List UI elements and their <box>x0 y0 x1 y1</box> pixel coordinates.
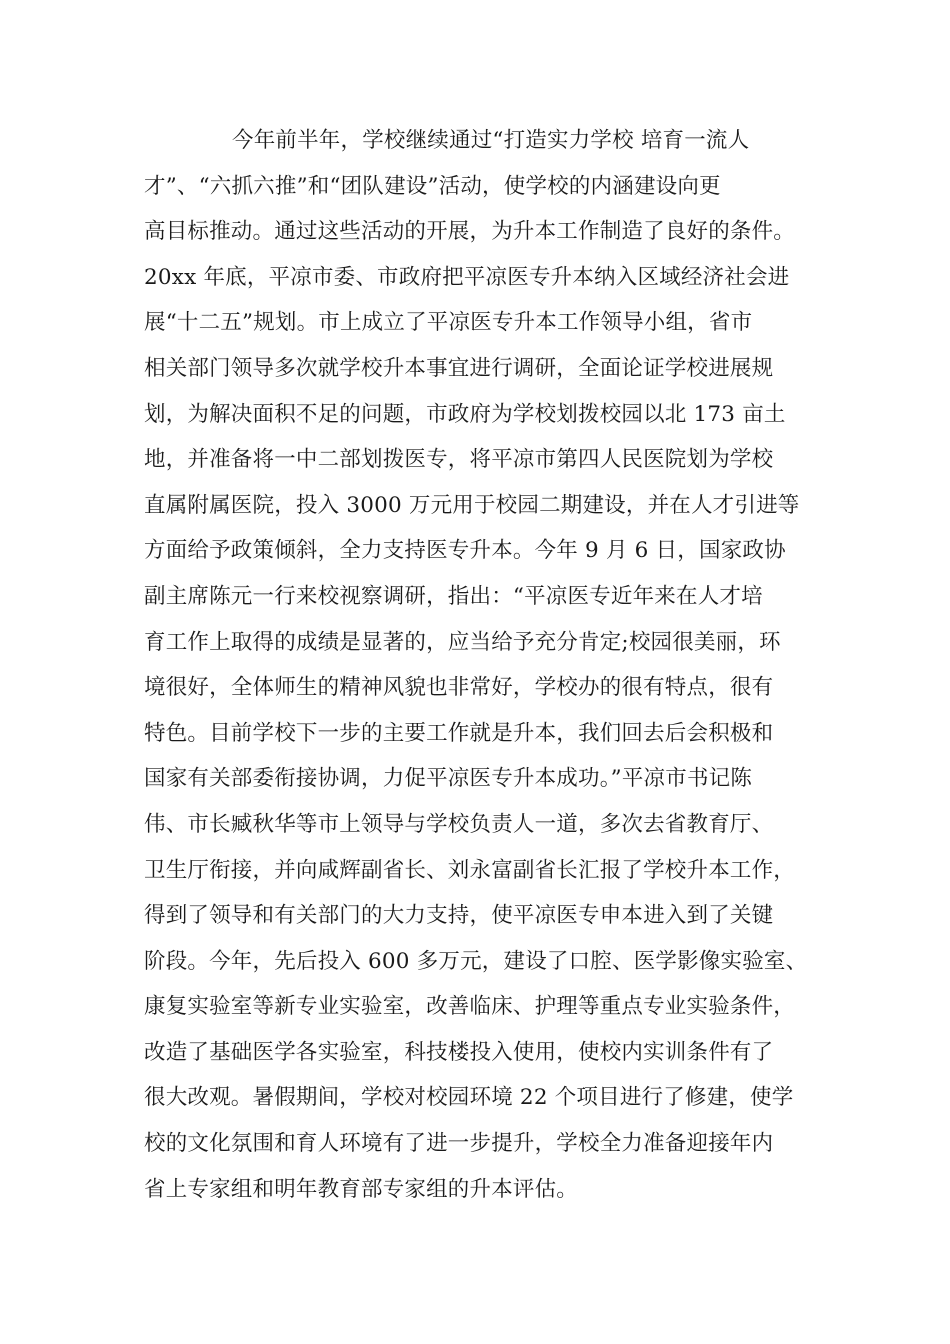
paragraph-line: 改造了基础医学各实验室，科技楼投入使用，使校内实训条件有了 <box>144 1039 774 1065</box>
paragraph-line: 得到了领导和有关部门的大力支持，使平凉医专申本进入到了关键 <box>144 903 774 929</box>
paragraph-line: 20xx 年底，平凉市委、市政府把平凉医专升本纳入区域经济社会进 <box>144 264 790 290</box>
paragraph-line: 伟、市长臧秋华等市上领导与学校负责人一道，多次去省教育厅、 <box>144 811 774 837</box>
paragraph-line: 方面给予政策倾斜，全力支持医专升本。今年 9 月 6 日，国家政协 <box>144 538 786 564</box>
paragraph-line: 直属附属医院，投入 3000 万元用于校园二期建设，并在人才引进等 <box>144 492 800 518</box>
paragraph-line: 阶段。今年，先后投入 600 多万元，建设了口腔、医学影像实验室、 <box>144 948 808 974</box>
paragraph-line: 康复实验室等新专业实验室，改善临床、护理等重点专业实验条件， <box>144 994 796 1020</box>
paragraph-line: 今年前半年，学校继续通过“打造实力学校 培育一流人 <box>232 128 750 153</box>
paragraph-line: 很大改观。暑假期间，学校对校园环境 22 个项目进行了修建，使学 <box>144 1085 794 1111</box>
paragraph-line: 国家有关部委衔接协调，力促平凉医专升本成功。”平凉市书记陈 <box>144 766 753 792</box>
paragraph-line: 卫生厅衔接，并向咸辉副省长、刘永富副省长汇报了学校升本工作， <box>144 857 796 883</box>
paragraph-line: 高目标推动。通过这些活动的开展，为升本工作制造了良好的条件。 <box>144 219 796 245</box>
paragraph-line: 境很好，全体师生的精神风貌也非常好，学校办的很有特点，很有 <box>144 675 774 701</box>
paragraph-line: 才”、“六抓六推”和“团队建设”活动，使学校的内涵建设向更 <box>144 173 721 199</box>
paragraph-line: 特色。目前学校下一步的主要工作就是升本，我们回去后会积极和 <box>144 720 774 746</box>
paragraph-line: 省上专家组和明年教育部专家组的升本评估。 <box>144 1176 579 1202</box>
paragraph-line: 地，并准备将一中二部划拨医专，将平凉市第四人民医院划为学校 <box>144 447 774 473</box>
paragraph-line: 育工作上取得的成绩是显著的，应当给予充分肯定;校园很美丽，环 <box>144 629 781 655</box>
paragraph-line: 相关部门领导多次就学校升本事宜进行调研，全面论证学校进展规 <box>144 355 774 381</box>
paragraph-line: 划，为解决面积不足的问题，市政府为学校划拨校园以北 173 亩土 <box>144 401 786 427</box>
paragraph-line: 校的文化氛围和育人环境有了进一步提升，学校全力准备迎接年内 <box>144 1131 774 1157</box>
paragraph-line: 展“十二五”规划。市上成立了平凉医专升本工作领导小组，省市 <box>144 310 753 336</box>
body-paragraph <box>144 118 834 1212</box>
paragraph-line: 副主席陈元一行来校视察调研，指出：“平凉医专近年来在人才培 <box>144 583 763 609</box>
